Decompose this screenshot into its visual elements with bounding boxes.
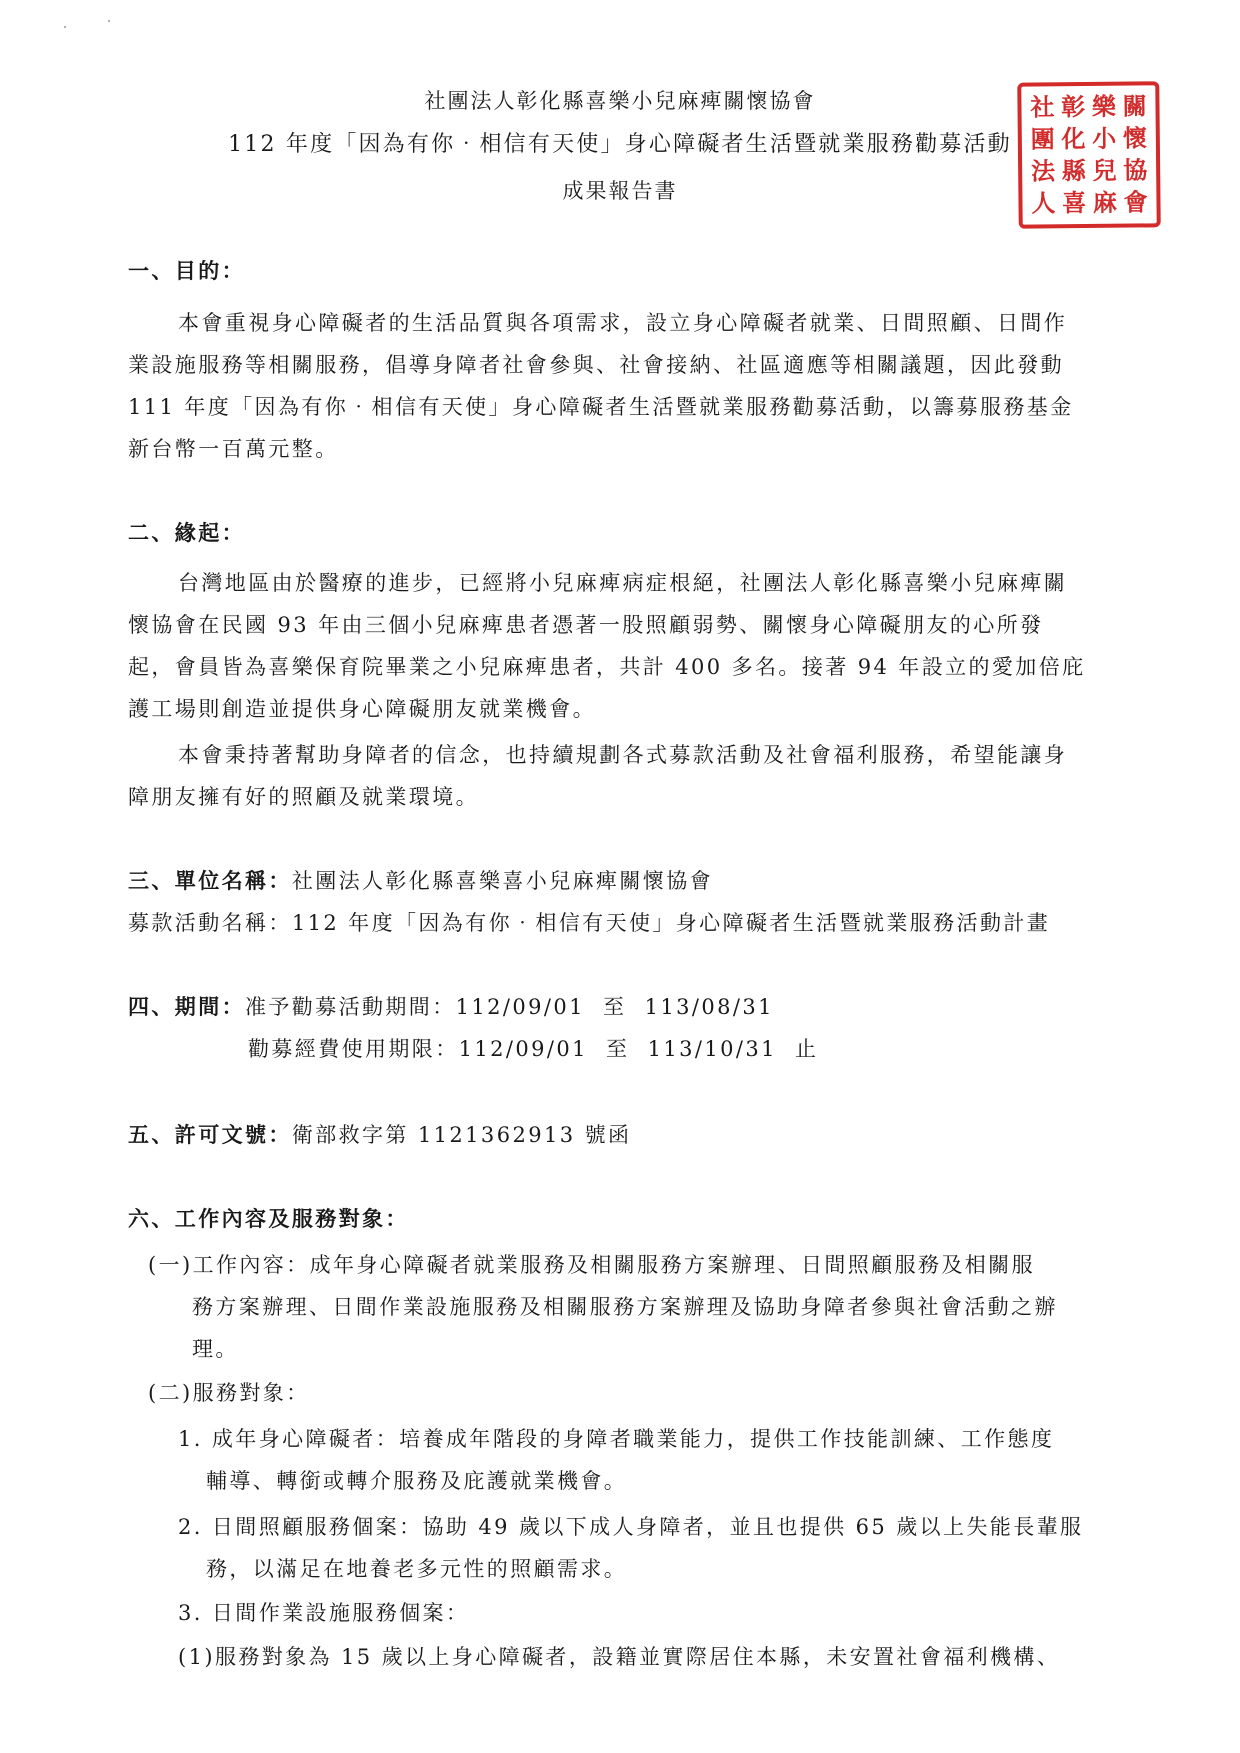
seal-char: 縣 [1061,155,1086,186]
paragraph-line: 護工場則創造並提供身心障礙朋友就業機會。 [128,697,596,721]
paragraph-line: 懷協會在民國 93 年由三個小兒麻痺患者憑著一股照顧弱勢、關懷身心障礙朋友的心所發 [128,613,1044,637]
seal-char: 化 [1061,124,1086,154]
campaign-row [128,908,1050,938]
seal-char: 會 [1123,187,1148,217]
seal-char: 社 [1030,92,1055,122]
paragraph-line: 本會秉持著幫助身障者的信念，也持續規劃各式募款活動及社會福利服務，希望能讓身 [178,743,1068,767]
section-unit-heading: 三、單位名稱： [128,868,292,893]
section-unit-row [128,866,713,896]
section-purpose-heading: 一、目的： [128,258,245,283]
target-1-line: 輔導、轉銜或轉介服務及庇護就業機會。 [206,1469,628,1493]
section-period-row [128,992,774,1022]
work-content-line: 理。 [192,1337,239,1361]
target-1-line: 1. 成年身心障礙者：培養成年階段的身障者職業能力，提供工作技能訓練、工作態度 [178,1427,1055,1451]
paragraph-line: 起，會員皆為喜樂保育院畢業之小兒麻痺患者，共計 400 多名。接著 94 年設立的愛加倍庇 [128,655,1086,679]
period-line-1: 准予勸募活動期間：112/09/01 至 113/08/31 [245,995,774,1019]
scan-speck [108,20,110,22]
seal-char: 團 [1030,124,1055,154]
org-name: 社團法人彰化縣喜樂小兒麻痺關懷協會 [424,89,816,113]
scan-speck [64,26,66,28]
seal-char: 協 [1123,155,1148,185]
permit-number: 衛部救字第 1121362913 號函 [291,1123,632,1147]
work-content-line: (一)工作內容：成年身心障礙者就業服務及相關服務方案辦理、日間照顧服務及相關服 [148,1253,1035,1277]
paragraph-line: 業設施服務等相關服務，倡導身障者社會參與、社會接納、社區適應等相關議題，因此發動 [128,353,1064,377]
report-subtitle: 成果報告書 [562,179,678,203]
section-permit-row [128,1120,631,1150]
paragraph-line: 111 年度「因為有你‧相信有天使」身心障礙者生活暨就業服務勸募活動，以籌募服務基金 [128,395,1074,419]
paragraph-line: 台灣地區由於醫療的進步，已經將小兒麻痺病症根絕，社團法人彰化縣喜樂小兒麻痺關 [178,571,1068,595]
seal-char: 喜 [1061,187,1087,217]
seal-char: 人 [1031,187,1056,218]
section-permit-heading: 五、許可文號： [128,1122,292,1147]
section-origin-heading: 二、緣起： [128,520,245,545]
organization-seal [1017,81,1161,228]
seal-char: 關 [1122,91,1147,122]
paragraph-line: 障朋友擁有好的照顧及就業環境。 [128,785,479,809]
campaign-value: 112 年度「因為有你‧相信有天使」身心障礙者生活暨就業服務活動計畫 [291,911,1051,935]
target-2-line: 2. 日間照顧服務個案：協助 49 歲以下成人身障者，並且也提供 65 歲以上失能長輩服 [178,1515,1084,1539]
target-3-line: 3. 日間作業設施服務個案： [178,1601,470,1625]
target-2-line: 務，以滿足在地養老多元性的照顧需求。 [206,1557,628,1581]
campaign-label: 募款活動名稱： [128,911,292,935]
seal-char: 法 [1030,156,1056,186]
report-title: 112 年度「因為有你‧相信有天使」身心障礙者生活暨就業服務勸募活動 [228,132,1012,157]
seal-char: 懷 [1122,123,1148,153]
unit-name-value: 社團法人彰化縣喜樂喜小兒麻痺關懷協會 [291,869,714,893]
work-content-line: 務方案辦理、日間作業設施服務及相關服務方案辦理及協助身障者參與社會活動之辦 [192,1295,1058,1319]
seal-char: 麻 [1092,187,1118,217]
section-period-heading: 四、期間： [128,994,245,1019]
seal-char: 彰 [1060,92,1086,122]
paragraph-line: 本會重視身心障礙者的生活品質與各項需求，設立身心障礙者就業、日間照顧、日間作 [178,311,1068,335]
period-line-2: 勸募經費使用期限：112/09/01 至 113/10/31 止 [248,1037,819,1061]
seal-char: 小 [1092,123,1117,154]
seal-char: 兒 [1092,155,1117,185]
seal-char: 樂 [1091,92,1117,122]
paragraph-line: 新台幣一百萬元整。 [128,437,339,461]
target-3-sub-line: (1)服務對象為 15 歲以上身心障礙者，設籍並實際居住本縣，未安置社會福利機構、 [178,1645,1061,1669]
section-work-heading: 六、工作內容及服務對象： [128,1206,409,1231]
service-targets-heading: (二)服務對象： [148,1381,310,1405]
